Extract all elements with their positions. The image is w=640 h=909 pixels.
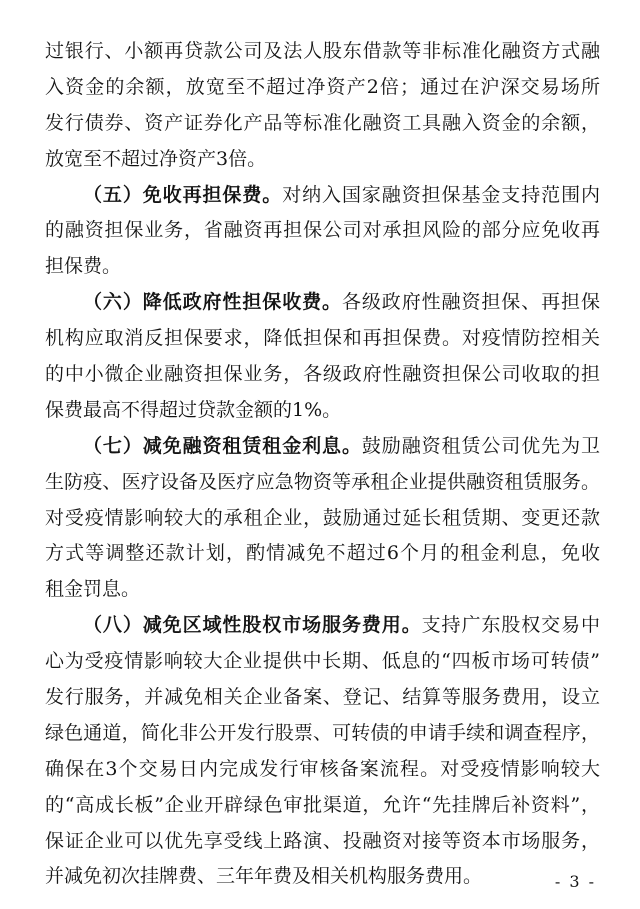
text-line: 对受疫情影响较大的承租企业，鼓励通过延长租赁期、变更还款 — [45, 506, 600, 529]
paragraph-5-first-line — [45, 178, 600, 214]
text-line: 心为受疫情影响较大企业提供中长期、低息的“四板市场可转债” — [45, 650, 600, 673]
section-heading-6: （六）降低政府性担保收费。 — [83, 291, 342, 314]
text-line: 放宽至不超过净资产3倍。 — [45, 147, 267, 170]
text-run: 对纳入国家融资担保基金支持范围内 — [282, 183, 600, 206]
text-line: 保费最高不得超过贷款金额的1%。 — [45, 398, 342, 421]
text-run: 鼓励融资租赁公司优先为卫 — [361, 434, 600, 457]
text-run: 各级政府性融资担保、再担保 — [341, 291, 600, 314]
paragraph-8-first-line — [45, 608, 600, 644]
section-heading-5: （五）免收再担保费。 — [83, 183, 283, 206]
text-line: 的中小微企业融资担保业务，各级政府性融资担保公司收取的担 — [45, 363, 600, 386]
document-body — [45, 34, 600, 895]
text-run: 支持广东股权交易中 — [421, 614, 600, 637]
paragraph-6-first-line — [45, 285, 600, 321]
text-line: 发行服务，并减免相关企业备案、登记、结算等服务费用，设立 — [45, 686, 600, 709]
text-line: 的融资担保业务，省融资再担保公司对承担风险的部分应免收再 — [45, 219, 600, 242]
section-heading-8: （八）减免区域性股权市场服务费用。 — [83, 614, 422, 637]
text-line: 并减免初次挂牌费、三年年费及相关机构服务费用。 — [45, 865, 483, 888]
text-line: 过银行、小额再贷款公司及法人股东借款等非标准化融资方式融 — [45, 40, 600, 62]
text-line: 入资金的余额，放宽至不超过净资产2倍；通过在沪深交易场所 — [45, 75, 600, 98]
text-line: 绿色通道，简化非公开发行股票、可转债的申请手续和调查程序， — [45, 721, 600, 744]
section-heading-7: （七）减免融资租赁租金利息。 — [83, 434, 362, 457]
text-line: 保证企业可以优先享受线上路演、投融资对接等资本市场服务， — [45, 829, 600, 852]
text-line: 发行债券、资产证券化产品等标准化融资工具融入资金的余额， — [45, 111, 600, 134]
text-line: 的“高成长板”企业开辟绿色审批渠道，允许“先挂牌后补资料”， — [45, 793, 600, 816]
text-line: 担保费。 — [45, 255, 122, 278]
text-line: 机构应取消反担保要求，降低担保和再担保费。对疫情防控相关 — [45, 327, 600, 350]
text-line: 确保在3个交易日内完成发行审核备案流程。对受疫情影响较大 — [45, 757, 600, 780]
paragraph-7-first-line — [45, 429, 600, 465]
page-number: - 3 - — [554, 872, 596, 891]
text-line: 租金罚息。 — [45, 578, 141, 601]
text-line: 生防疫、医疗设备及医疗应急物资等承租企业提供融资租赁服务。 — [45, 470, 600, 493]
text-line: 方式等调整还款计划，酌情减免不超过6个月的租金利息，免收 — [45, 542, 600, 565]
